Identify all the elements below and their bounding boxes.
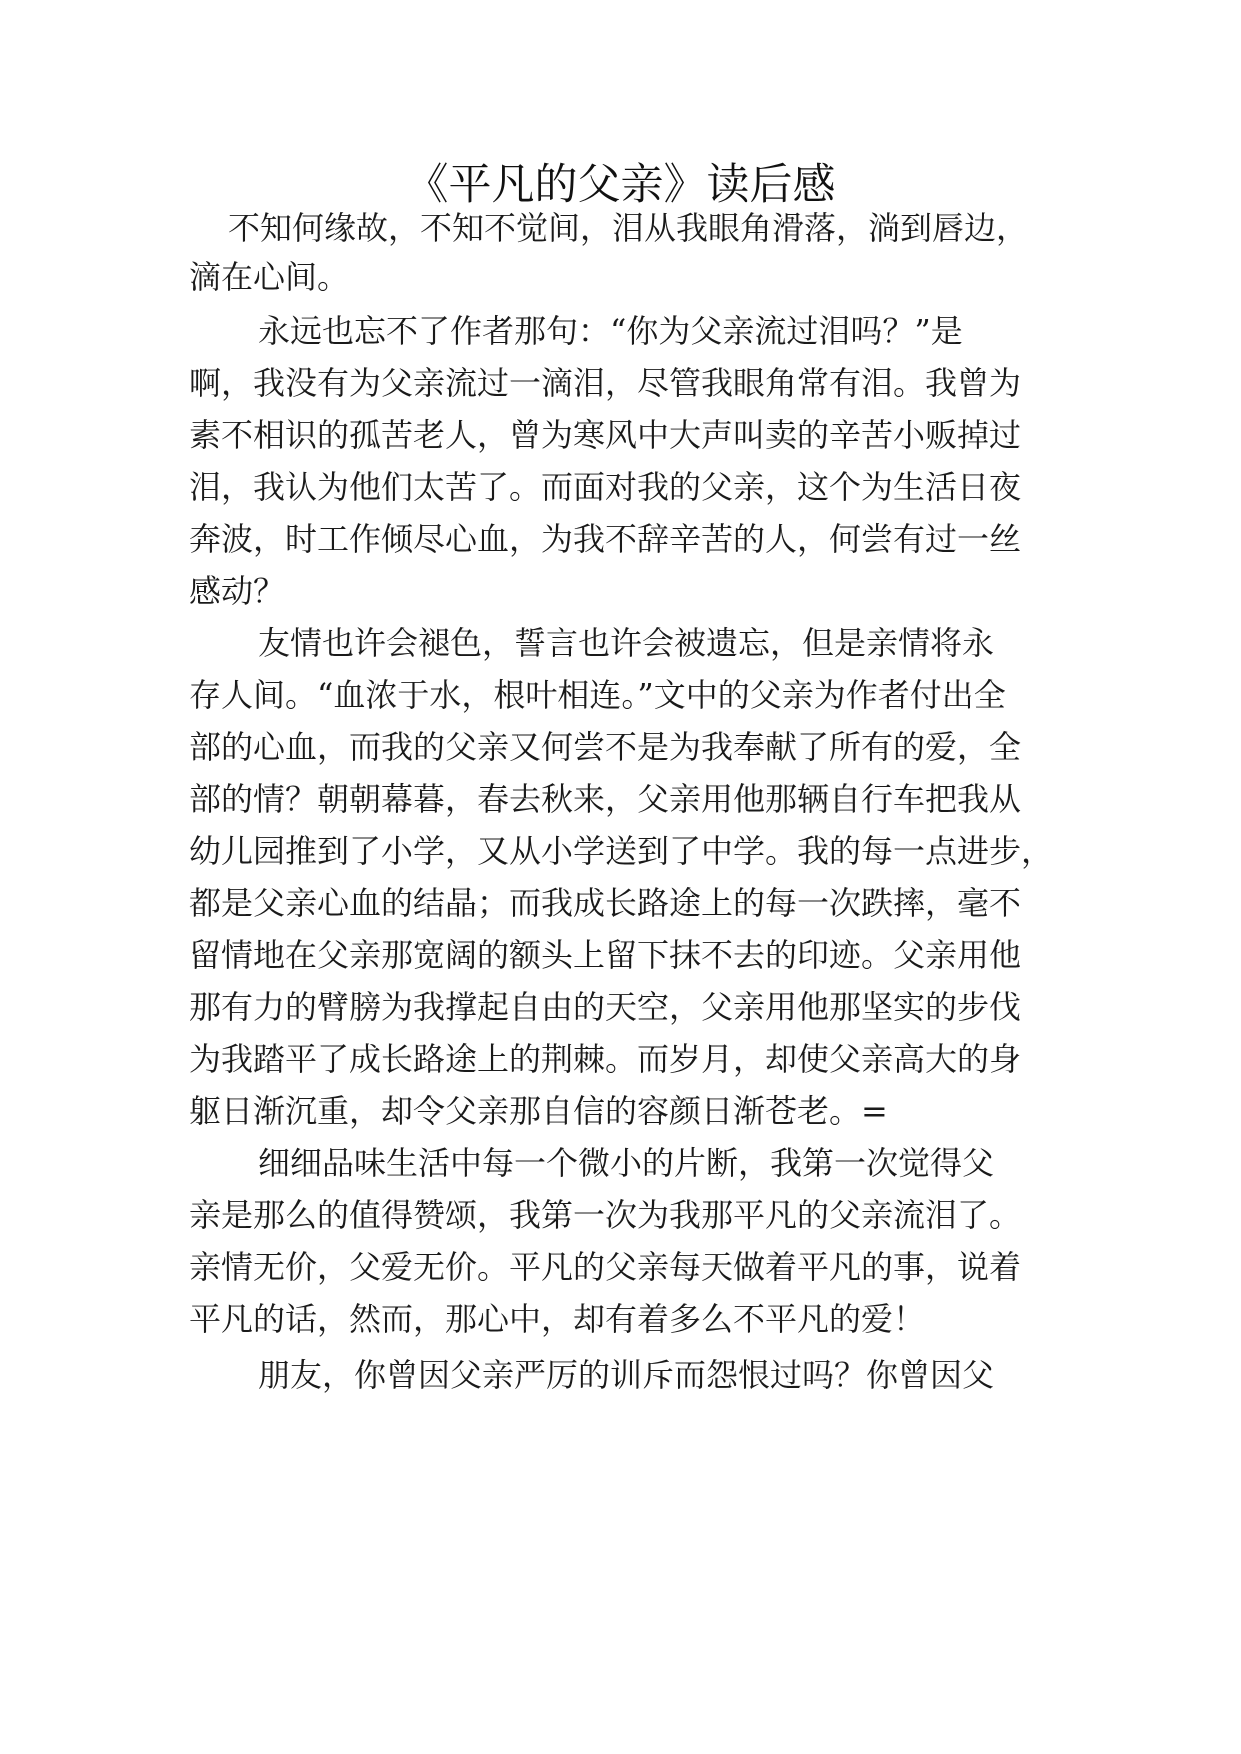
paragraph-line: 部的情？朝朝幕暮，春去秋来，父亲用他那辆自行车把我从: [189, 780, 1022, 818]
paragraph-line: 朋友，你曾因父亲严厉的训斥而怨恨过吗？你曾因父: [258, 1356, 995, 1394]
paragraph-line: 为我踏平了成长路途上的荆棘。而岁月，却使父亲高大的身: [189, 1040, 1022, 1078]
paragraph-line: 平凡的话，然而，那心中，却有着多么不平凡的爱！: [189, 1300, 926, 1338]
paragraph-line: 留情地在父亲那宽阔的额头上留下抹不去的印迹。父亲用他: [189, 936, 1022, 974]
paragraph-line: 友情也许会褪色，誓言也许会被遗忘，但是亲情将永: [258, 624, 995, 662]
paragraph-line: 部的心血，而我的父亲又何尝不是为我奉献了所有的爱，全: [189, 728, 1022, 766]
paragraph-line: 躯日渐沉重，却令父亲那自信的容颜日渐苍老。=: [189, 1092, 888, 1130]
paragraph-line: 亲情无价，父爱无价。平凡的父亲每天做着平凡的事，说着: [189, 1248, 1022, 1286]
paragraph-line: 泪，我认为他们太苦了。而面对我的父亲，这个为生活日夜: [189, 468, 1022, 506]
paragraph-line: 存人间。“血浓于水，根叶相连。”文中的父亲为作者付出全: [189, 676, 1006, 714]
paragraph-line: 细细品味生活中每一个微小的片断，我第一次觉得父: [258, 1144, 995, 1182]
paragraph-line: 啊，我没有为父亲流过一滴泪，尽管我眼角常有泪。我曾为: [189, 364, 1022, 402]
paragraph-line: 那有力的臂膀为我撑起自由的天空，父亲用他那坚实的步伐: [189, 988, 1022, 1026]
document-title: 《平凡的父亲》读后感: [405, 160, 836, 210]
paragraph-line: 滴在心间。: [189, 258, 350, 296]
paragraph-line: 永远也忘不了作者那句：“你为父亲流过泪吗？”是: [258, 312, 963, 350]
paragraph-line: 幼儿园推到了小学，又从小学送到了中学。我的每一点进步，: [189, 832, 1054, 870]
paragraph-line: 都是父亲心血的结晶；而我成长路途上的每一次跌摔，毫不: [189, 884, 1022, 922]
paragraph-line: 亲是那么的值得赞颂，我第一次为我那平凡的父亲流泪了。: [189, 1196, 1022, 1234]
paragraph-line: 奔波，时工作倾尽心血，为我不辞辛苦的人，何尝有过一丝: [189, 520, 1022, 558]
paragraph-line: 感动？: [189, 572, 286, 610]
paragraph-line: 不知何缘故，不知不觉间，泪从我眼角滑落，淌到唇边，: [228, 209, 1029, 247]
paragraph-line: 素不相识的孤苦老人，曾为寒风中大声叫卖的辛苦小贩掉过: [189, 416, 1022, 454]
